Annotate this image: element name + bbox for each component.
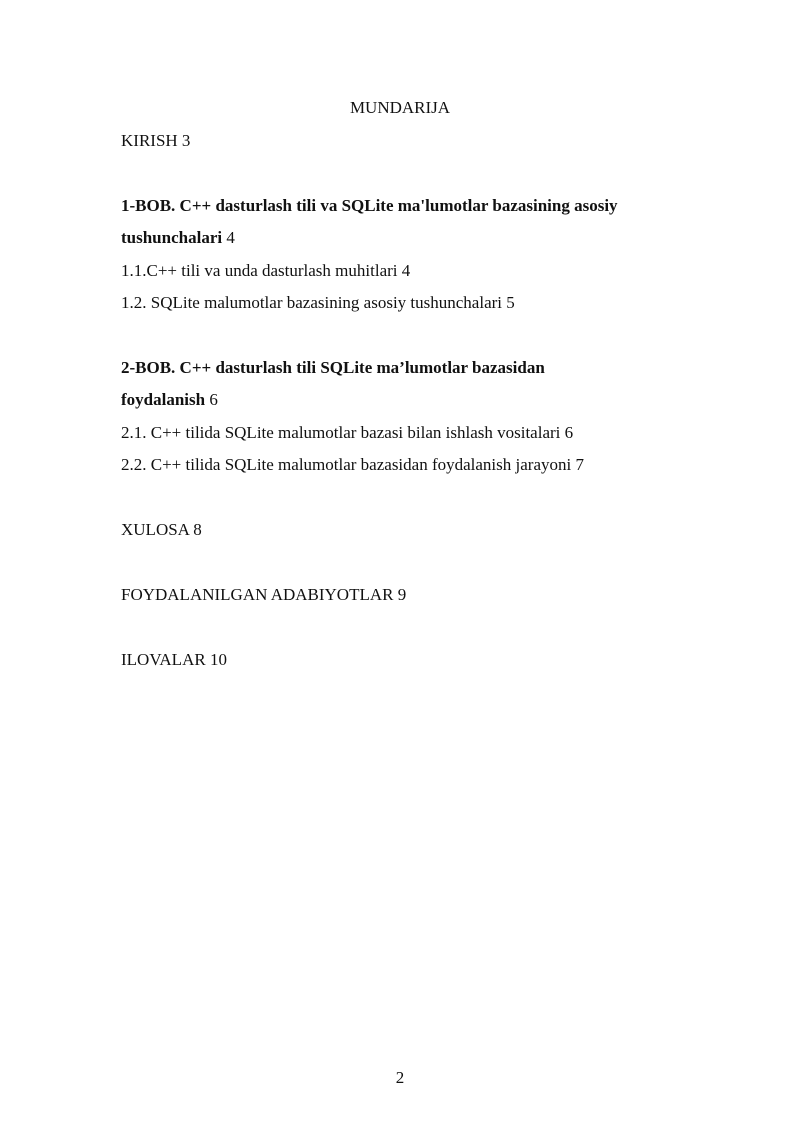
toc-chapter2-heading <box>121 358 545 378</box>
toc-entry-label: 1.2. SQLite malumotlar bazasining asosiy tushunchalari <box>121 293 503 312</box>
toc-entry-label: FOYDALANILGAN ADABIYOTLAR <box>121 585 394 604</box>
toc-entry-page: 7 <box>575 455 584 474</box>
toc-section-2-2 <box>121 455 584 475</box>
toc-chapter2-heading-cont <box>121 390 218 410</box>
toc-chapter1-heading <box>121 196 618 216</box>
toc-section-1-1 <box>121 261 410 281</box>
toc-entry-page: 3 <box>181 131 191 150</box>
toc-entry-appendices <box>121 650 227 670</box>
chapter-heading-text: foydalanish <box>121 390 206 409</box>
toc-entry-references <box>121 585 406 605</box>
toc-entry-label: XULOSA <box>121 520 190 539</box>
toc-entry-page: 9 <box>397 585 407 604</box>
toc-section-2-1 <box>121 423 573 443</box>
toc-entry-page: 4 <box>401 261 411 280</box>
toc-entry-label: 2.2. C++ tilida SQLite malumotlar bazasidan foydalanish jarayoni <box>121 455 572 474</box>
toc-entry-page: 4 <box>226 228 235 247</box>
toc-entry-label: 1.1.C++ tili va unda dasturlash muhitlari <box>121 261 398 280</box>
toc-entry-intro <box>121 131 190 151</box>
chapter-heading-text: tushunchalari <box>121 228 223 247</box>
toc-entry-label: KIRISH <box>121 131 178 150</box>
toc-entry-page: 6 <box>209 390 218 409</box>
chapter-heading-text: 2-BOB. C++ dasturlash tili SQLite ma’lumotlar bazasidan <box>121 358 545 377</box>
toc-entry-page: 10 <box>209 650 227 669</box>
page-number: 2 <box>395 1068 405 1087</box>
toc-entry-page: 8 <box>193 520 202 539</box>
toc-entry-conclusion <box>121 520 202 540</box>
page-title: MUNDARIJA <box>349 98 451 117</box>
toc-entry-page: 6 <box>564 423 574 442</box>
toc-section-1-2 <box>121 293 515 313</box>
toc-entry-label: 2.1. C++ tilida SQLite malumotlar bazasi bilan ishlash vositalari <box>121 423 561 442</box>
toc-entry-label: ILOVALAR <box>121 650 206 669</box>
toc-entry-page: 5 <box>506 293 515 312</box>
chapter-heading-text: 1-BOB. C++ dasturlash tili va SQLite ma'lumotlar bazasining asosiy <box>121 196 618 215</box>
toc-chapter1-heading-cont <box>121 228 235 248</box>
